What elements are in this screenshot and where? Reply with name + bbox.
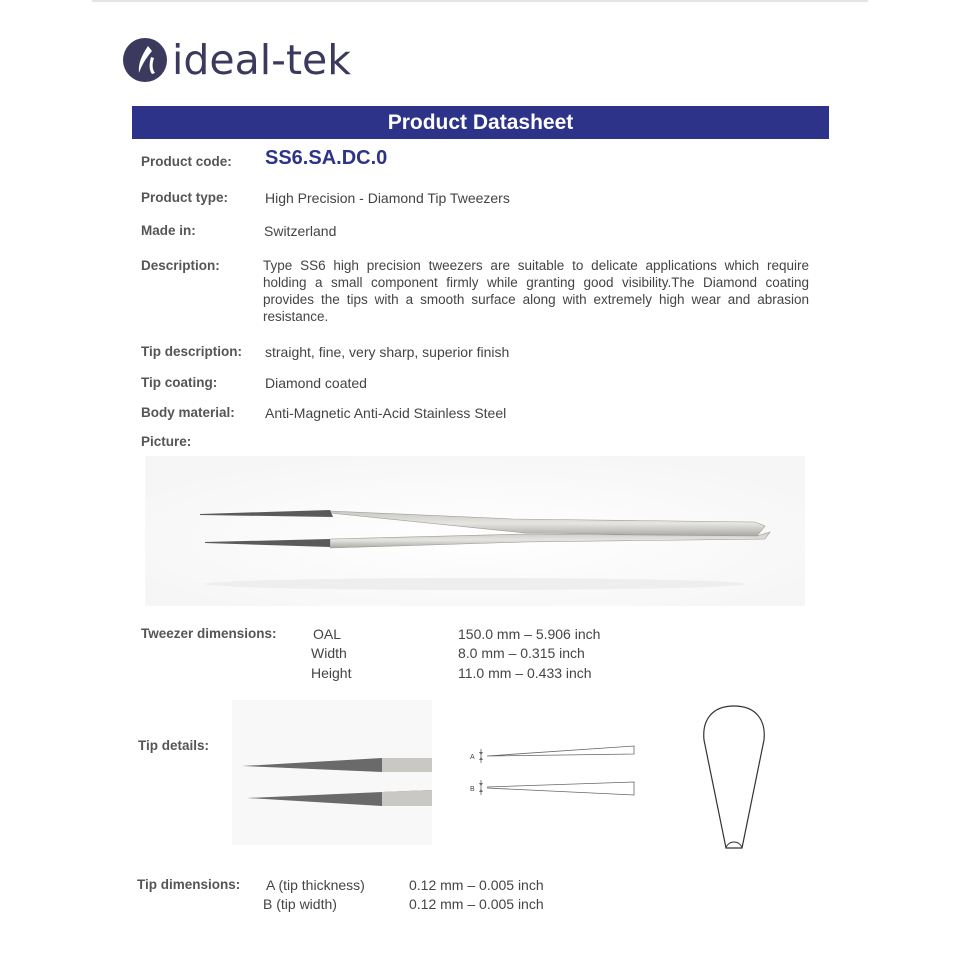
description-label: Description: [141, 258, 220, 273]
diagram-label-b: B [470, 786, 475, 793]
product-code-label: Product code: [141, 154, 232, 169]
tip-coating-label: Tip coating: [141, 375, 218, 390]
tip-cross-section-diagram [694, 700, 774, 855]
made-in-value: Switzerland [264, 223, 337, 239]
dimension-name: Width [311, 645, 347, 661]
tip-details-label: Tip details: [138, 738, 210, 753]
tip-dimension-diagram [462, 735, 647, 805]
description-value: Type SS6 high precision tweezers are suitable to delicate applications which require holding a small component firmly while granting good visibility.The Diamond coating provides the tips with a smooth surface along with extremely high wear and abrasion resistance. [263, 258, 809, 324]
tip-dimensions-label: Tip dimensions: [137, 877, 241, 892]
tip-coating-value: Diamond coated [265, 375, 367, 391]
product-type-label: Product type: [141, 190, 229, 205]
page-title: Product Datasheet [132, 106, 829, 139]
dimension-value: 8.0 mm – 0.315 inch [458, 645, 585, 661]
tip-closeup-photo [232, 700, 432, 845]
tip-dimension-value: 0.12 mm – 0.005 inch [409, 877, 544, 893]
tip-dimension-name: B (tip width) [263, 896, 337, 912]
tip-description-value: straight, fine, very sharp, superior finish [265, 344, 510, 360]
product-type-value: High Precision - Diamond Tip Tweezers [265, 190, 510, 206]
body-material-label: Body material: [141, 405, 235, 420]
tweezer-dimensions-label: Tweezer dimensions: [141, 626, 277, 641]
diagram-label-a: A [470, 754, 475, 761]
tip-dimension-name: A (tip thickness) [266, 877, 365, 893]
dimension-value: 150.0 mm – 5.906 inch [458, 626, 601, 642]
dimension-name: Height [311, 665, 352, 681]
tip-description-label: Tip description: [141, 344, 243, 359]
tip-dimension-value: 0.12 mm – 0.005 inch [409, 896, 544, 912]
picture-label: Picture: [141, 434, 192, 449]
made-in-label: Made in: [141, 223, 196, 238]
brand-name: ideal-tek [172, 36, 351, 84]
body-material-value: Anti-Magnetic Anti-Acid Stainless Steel [265, 405, 507, 421]
top-rule [92, 0, 868, 2]
ideal-tek-logo-icon [122, 37, 168, 83]
tweezer-photo [145, 456, 805, 606]
dimension-name: OAL [313, 626, 342, 642]
product-code-value: SS6.SA.DC.0 [265, 147, 388, 169]
dimension-value: 11.0 mm – 0.433 inch [458, 665, 592, 681]
brand-logo [122, 34, 351, 86]
